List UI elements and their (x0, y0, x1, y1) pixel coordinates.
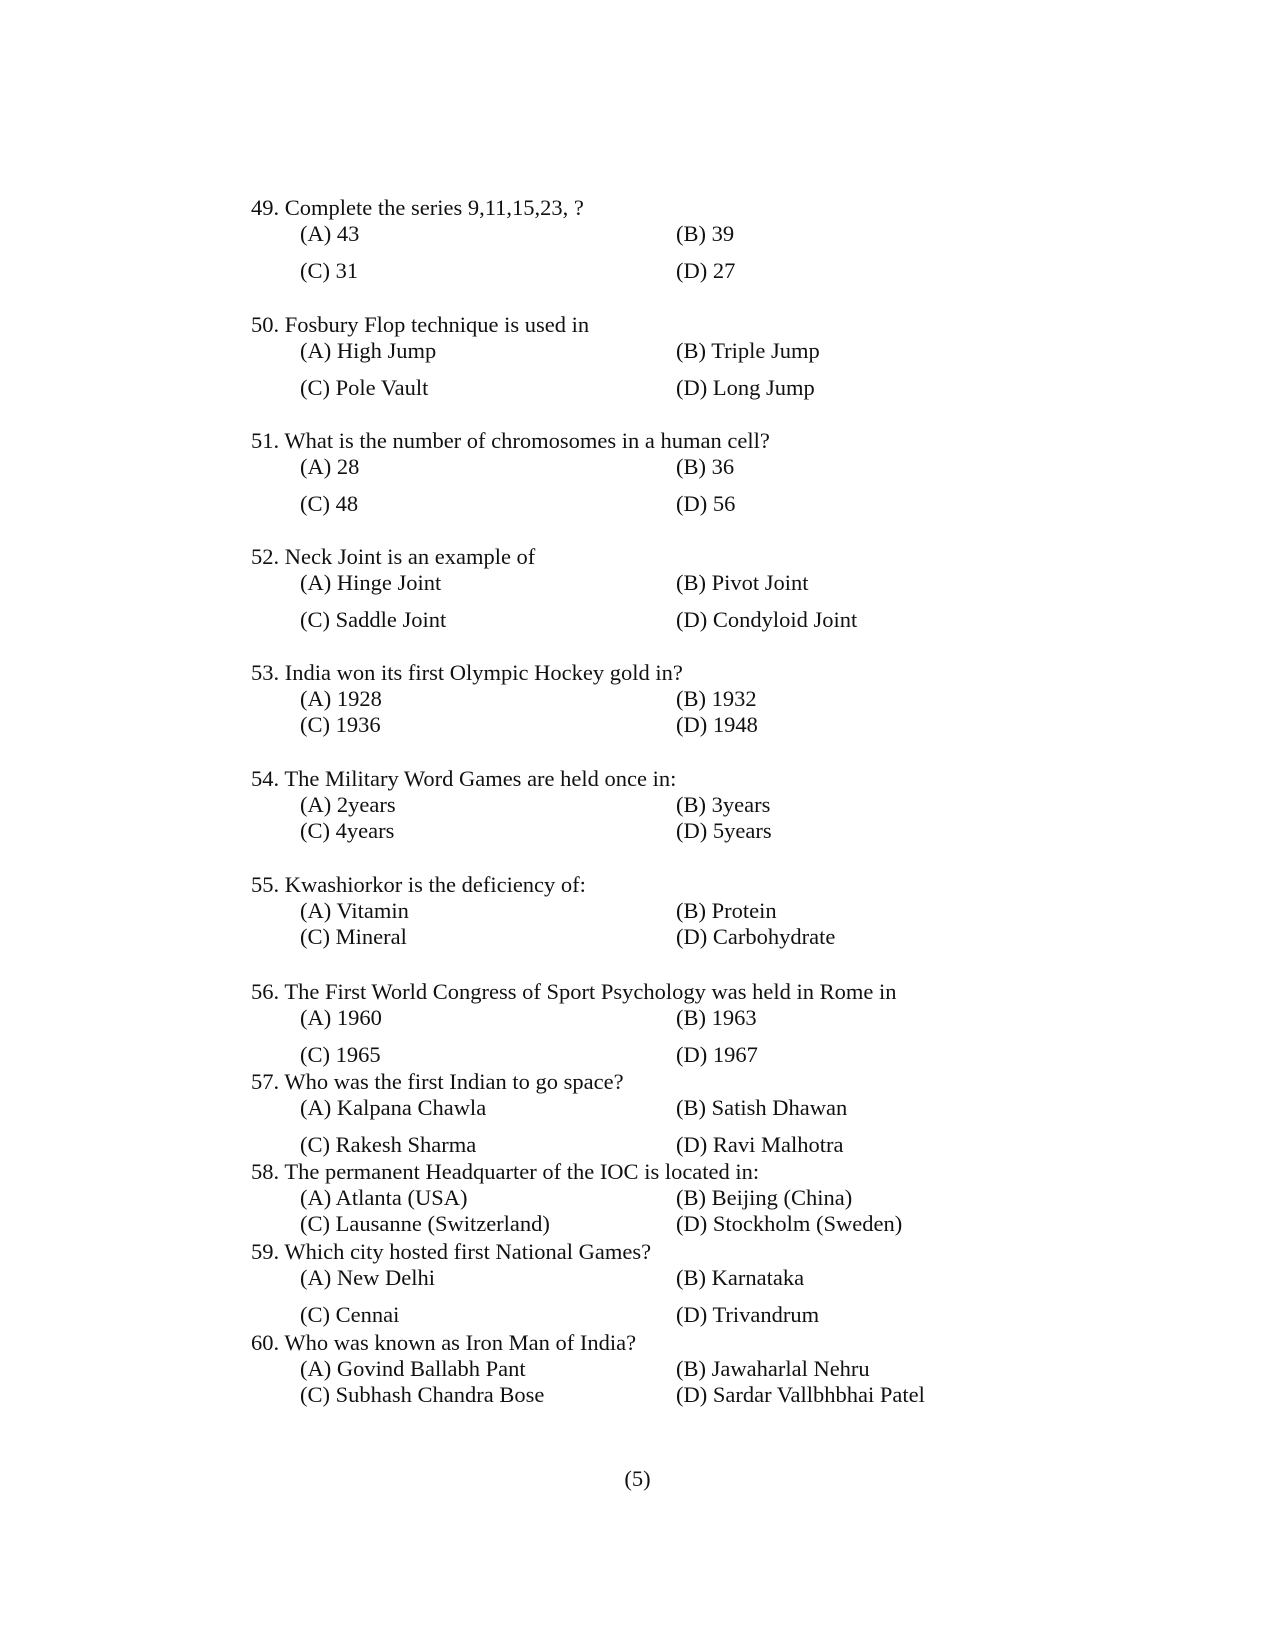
option-b: (B) Triple Jump (676, 338, 820, 363)
question-stem: 52. Neck Joint is an example of (251, 544, 536, 569)
question-58 (251, 1159, 1011, 1237)
question-stem: 56. The First World Congress of Sport Psychology was held in Rome in (251, 979, 897, 1004)
option-d: (D) 56 (676, 491, 736, 516)
option-b: (B) Protein (676, 898, 777, 923)
option-d: (D) Sardar Vallbhbhai Patel (676, 1382, 925, 1407)
option-a: (A) Govind Ballabh Pant (300, 1356, 526, 1381)
option-c: (C) Subhash Chandra Bose (300, 1382, 545, 1407)
option-a: (A) 28 (300, 454, 360, 479)
option-c: (C) Saddle Joint (300, 607, 447, 632)
question-stem: 58. The permanent Headquarter of the IOC is located in: (251, 1159, 760, 1184)
option-c: (C) 1936 (300, 712, 381, 737)
option-c: (C) Cennai (300, 1302, 400, 1327)
option-c: (C) Rakesh Sharma (300, 1132, 477, 1157)
option-c: (C) 48 (300, 491, 359, 516)
question-stem: 50. Fosbury Flop technique is used in (251, 312, 590, 337)
option-d: (D) Condyloid Joint (676, 607, 858, 632)
option-a: (A) Kalpana Chawla (300, 1095, 487, 1120)
option-b: (B) Jawaharlal Nehru (676, 1356, 870, 1381)
option-d: (D) Ravi Malhotra (676, 1132, 844, 1157)
question-59 (251, 1239, 1011, 1328)
option-a: (A) 2years (300, 792, 396, 817)
option-a: (A) 1928 (300, 686, 382, 711)
option-d: (D) Trivandrum (676, 1302, 820, 1327)
option-b: (B) Satish Dhawan (676, 1095, 848, 1120)
option-d: (D) Stockholm (Sweden) (676, 1211, 903, 1236)
page-number: (5) (624, 1466, 651, 1491)
option-b: (B) 1932 (676, 686, 757, 711)
question-stem: 54. The Military Word Games are held once in: (251, 766, 677, 791)
option-a: (A) 43 (300, 221, 360, 246)
option-b: (B) Pivot Joint (676, 570, 809, 595)
question-stem: 57. Who was the first Indian to go space? (251, 1069, 624, 1094)
question-stem: 60. Who was known as Iron Man of India? (251, 1330, 637, 1355)
option-a: (A) Vitamin (300, 898, 409, 923)
question-50 (251, 312, 1011, 401)
option-a: (A) Hinge Joint (300, 570, 442, 595)
option-d: (D) 1948 (676, 712, 758, 737)
option-b: (B) Beijing (China) (676, 1185, 853, 1210)
option-d: (D) Long Jump (676, 375, 815, 400)
option-b: (B) 36 (676, 454, 735, 479)
option-c: (C) 4years (300, 818, 395, 843)
option-c: (C) Pole Vault (300, 375, 429, 400)
question-55 (251, 872, 1011, 950)
option-c: (C) Mineral (300, 924, 407, 949)
question-54 (251, 766, 1011, 844)
question-stem: 55. Kwashiorkor is the deficiency of: (251, 872, 586, 897)
option-b: (B) 3years (676, 792, 771, 817)
option-c: (C) 31 (300, 258, 359, 283)
option-a: (A) New Delhi (300, 1265, 435, 1290)
question-51 (251, 428, 1011, 517)
question-53 (251, 660, 1011, 738)
option-a: (A) 1960 (300, 1005, 382, 1030)
option-b: (B) 1963 (676, 1005, 757, 1030)
question-stem: 53. India won its first Olympic Hockey gold in? (251, 660, 683, 685)
option-d: (D) 5years (676, 818, 772, 843)
option-a: (A) Atlanta (USA) (300, 1185, 468, 1210)
question-stem: 49. Complete the series 9,11,15,23, ? (251, 195, 584, 220)
option-c: (C) Lausanne (Switzerland) (300, 1211, 550, 1236)
option-d: (D) 27 (676, 258, 736, 283)
option-d: (D) Carbohydrate (676, 924, 836, 949)
question-56 (251, 979, 1011, 1068)
question-52 (251, 544, 1011, 633)
option-c: (C) 1965 (300, 1042, 381, 1067)
question-60 (251, 1330, 1011, 1408)
option-a: (A) High Jump (300, 338, 437, 363)
option-b: (B) Karnataka (676, 1265, 805, 1290)
option-d: (D) 1967 (676, 1042, 758, 1067)
question-stem: 51. What is the number of chromosomes in a human cell? (251, 428, 770, 453)
question-57 (251, 1069, 1011, 1158)
question-stem: 59. Which city hosted first National Games? (251, 1239, 652, 1264)
option-b: (B) 39 (676, 221, 735, 246)
question-49 (251, 195, 1011, 284)
